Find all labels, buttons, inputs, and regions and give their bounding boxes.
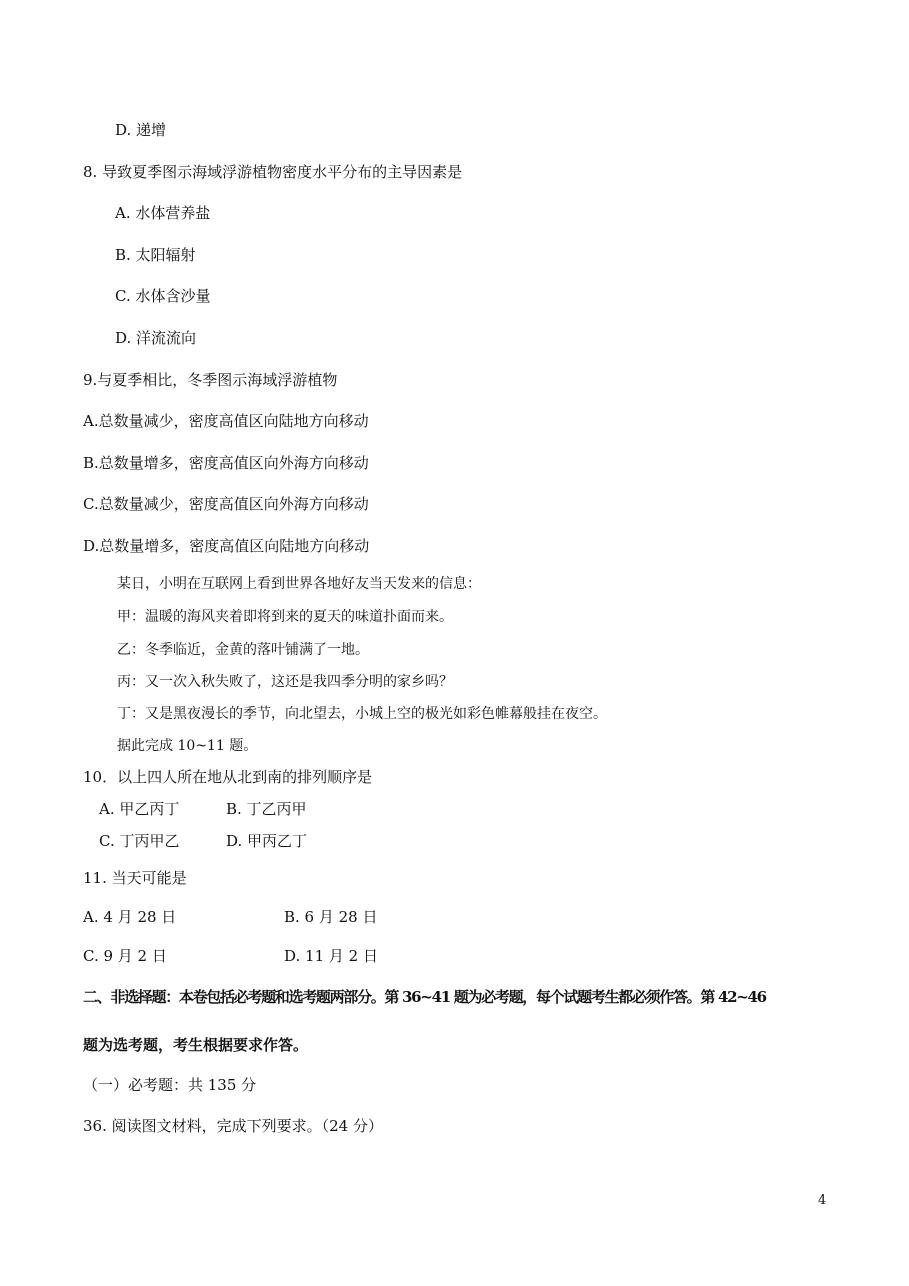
q10-option-a: A. 甲乙丙丁 bbox=[99, 800, 180, 818]
section2-heading-line1: 二、非选择题：本卷包括必考题和选考题两部分。第 36~41 题为必考题，每个试题考生都必须作答。第 42~46 bbox=[83, 988, 766, 1006]
q10-option-b: B. 丁乙丙甲 bbox=[226, 800, 307, 818]
q10-option-d: D. 甲丙乙丁 bbox=[226, 832, 308, 850]
section2-heading-line2: 题为选考题，考生根据要求作答。 bbox=[83, 1036, 309, 1054]
q7-option-d: D. 递增 bbox=[115, 121, 167, 139]
q9-question: 9.与夏季相比，冬季图示海域浮游植物 bbox=[83, 371, 338, 389]
material-instruction: 据此完成 10~11 题。 bbox=[117, 738, 258, 754]
q8-option-a: A. 水体营养盐 bbox=[115, 204, 211, 222]
page-number: 4 bbox=[818, 1193, 827, 1208]
material-line-ding: 丁：又是黑夜漫长的季节，向北望去，小城上空的极光如彩色帷幕般挂在夜空。 bbox=[117, 706, 607, 722]
q9-option-b: B.总数量增多，密度高值区向外海方向移动 bbox=[83, 454, 369, 472]
q11-option-d: D. 11 月 2 日 bbox=[284, 947, 378, 965]
q9-option-a: A.总数量减少，密度高值区向陆地方向移动 bbox=[83, 412, 369, 430]
material-line-jia: 甲：温暖的海风夹着即将到来的夏天的味道扑面而来。 bbox=[117, 609, 453, 625]
section2-subheading: （一）必考题：共 135 分 bbox=[83, 1076, 257, 1094]
q8-question: 8. 导致夏季图示海域浮游植物密度水平分布的主导因素是 bbox=[83, 163, 463, 181]
q11-option-c: C. 9 月 2 日 bbox=[83, 947, 167, 965]
material-line-bing: 丙：又一次入秋失败了，这还是我四季分明的家乡吗？ bbox=[117, 674, 453, 690]
q10-question: 10．以上四人所在地从北到南的排列顺序是 bbox=[83, 768, 373, 786]
q8-option-b: B. 太阳辐射 bbox=[115, 246, 196, 264]
q9-option-d: D.总数量增多，密度高值区向陆地方向移动 bbox=[83, 537, 370, 555]
q8-option-d: D. 洋流流向 bbox=[115, 329, 197, 347]
q11-question: 11. 当天可能是 bbox=[83, 869, 187, 887]
q9-option-c: C.总数量减少，密度高值区向外海方向移动 bbox=[83, 495, 369, 513]
q8-option-c: C. 水体含沙量 bbox=[115, 287, 211, 305]
q11-option-b: B. 6 月 28 日 bbox=[284, 908, 378, 926]
q10-option-c: C. 丁丙甲乙 bbox=[99, 832, 180, 850]
q36-question: 36. 阅读图文材料，完成下列要求。（24 分） bbox=[83, 1117, 383, 1135]
material-intro: 某日，小明在互联网上看到世界各地好友当天发来的信息： bbox=[117, 576, 481, 592]
q11-option-a: A. 4 月 28 日 bbox=[83, 908, 177, 926]
material-line-yi: 乙：冬季临近，金黄的落叶铺满了一地。 bbox=[117, 642, 369, 658]
